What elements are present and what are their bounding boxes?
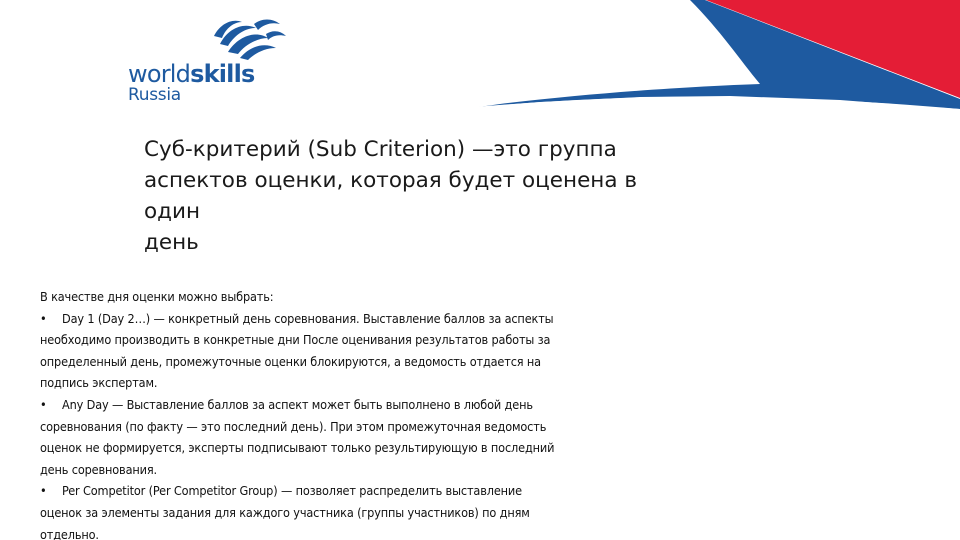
bullet-item-any-day xyxy=(40,394,720,416)
bullet-continuation: необходимо производить в конкретные дни После оценивания результатов работы за xyxy=(40,332,551,348)
bullet-icon: • xyxy=(40,396,47,412)
logo-word-world: world xyxy=(128,60,191,88)
title-line: день xyxy=(144,230,199,255)
bullet-icon: • xyxy=(40,310,47,326)
bullet-continuation: оценок за элементы задания для каждого участника (группы участников) по дням xyxy=(40,504,530,520)
logo-word-skills: skills xyxy=(190,60,255,88)
bullet-continuation: подпись экспертам. xyxy=(40,375,158,391)
bullet-continuation: день соревнования. xyxy=(40,461,157,477)
bullet-text: Day 1 (Day 2…) — конкретный день соревнования. Выставление баллов за аспекты xyxy=(62,310,554,326)
slide-body xyxy=(40,286,720,540)
bullet-text: Per Competitor (Per Competitor Group) — позволяет распределить выставление xyxy=(62,483,522,499)
bullet-text: Any Day — Выставление баллов за аспект может быть выполнено в любой день xyxy=(62,396,533,412)
bullet-item-per-competitor xyxy=(40,480,720,502)
bullet-continuation: оценок не формируется, эксперты подписывают только результирующую в последний xyxy=(40,440,555,456)
worldskills-russia-logo xyxy=(118,14,288,105)
bullet-item-day xyxy=(40,308,720,330)
slide-title xyxy=(144,134,824,258)
title-line: один xyxy=(144,199,201,224)
logo-word-russia: Russia xyxy=(128,85,181,105)
bullet-icon: • xyxy=(40,483,47,499)
body-intro: В качестве дня оценки можно выбрать: xyxy=(40,289,274,304)
bullet-continuation: определенный день, промежуточные оценки блокируются, а ведомость отдается на xyxy=(40,353,541,369)
title-line: аспектов оценки, которая будет оценена в xyxy=(144,168,638,193)
worldskills-swoosh-icon xyxy=(206,14,290,64)
bullet-continuation: соревнования (по факту — это последний день). При этом промежуточная ведомость xyxy=(40,418,547,434)
bullet-continuation: отдельно. xyxy=(40,526,99,540)
logo-wordmark xyxy=(128,62,255,86)
title-line: Суб-критерий (Sub Criterion) —это группа xyxy=(144,137,617,162)
